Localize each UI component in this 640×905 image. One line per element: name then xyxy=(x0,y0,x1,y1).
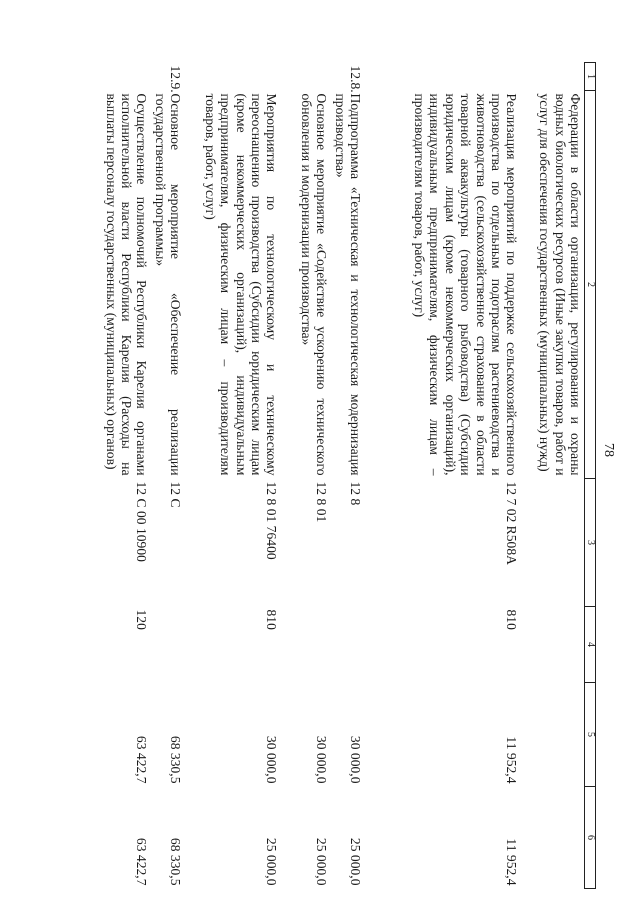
row-amount-2: 11 952,4 xyxy=(504,838,520,886)
table-row xyxy=(281,63,331,889)
row-code: 12 8 xyxy=(348,481,364,506)
row-amount-2: 25 000,0 xyxy=(348,837,364,886)
page-number: 78 xyxy=(601,443,616,457)
column-number-5: 5 xyxy=(585,683,596,787)
row-amount-2: 25 000,0 xyxy=(264,837,280,886)
row-kind: 120 xyxy=(134,609,150,630)
column-number-3: 3 xyxy=(585,479,596,607)
row-code: 12 8 01 76400 xyxy=(264,481,280,560)
row-amount-1: 30 000,0 xyxy=(314,735,330,784)
row-name: Федерации в области организации, регулирования и охраны водных биологических ресурсов (Иные закупки товаров, работ и услуг для обеспечения государственных (муниципальных) нужд) xyxy=(537,93,583,476)
row-kind: 810 xyxy=(264,609,280,630)
row-amount-1: 63 422,7 xyxy=(134,735,150,784)
row-code: 12 8 01 xyxy=(314,481,330,523)
column-number-6: 6 xyxy=(585,787,596,889)
row-number: 12.9. xyxy=(168,65,184,93)
table-row xyxy=(185,63,281,889)
table-row xyxy=(521,63,585,889)
row-amount-2: 63 422,7 xyxy=(134,837,150,886)
table-row xyxy=(365,63,521,889)
table-row xyxy=(151,63,185,889)
row-kind xyxy=(331,607,365,683)
row-code: 12 С 00 10900 xyxy=(134,481,150,562)
row-amount-2 xyxy=(521,787,585,889)
table-row xyxy=(331,63,365,889)
row-name: Подпрограмма «Техническая и технологическая модернизация производства» xyxy=(333,93,364,476)
column-number-2: 2 xyxy=(585,91,596,479)
row-name: Реализация мероприятий по поддержке сельскохозяйственного производства по отдельным подотраслям растениеводства и животноводства (сельскохозяйственное страхование в области товарной аквакультуры (товарного рыбоводства) (Субсидии юридическим лицам (кроме некоммерческих организаций), индивидуальным предпринимателям, физическим лицам – производителям товаров, работ, услуг) xyxy=(412,93,520,476)
column-number-1: 1 xyxy=(585,63,596,91)
row-amount-1: 30 000,0 xyxy=(348,735,364,784)
table-row xyxy=(87,63,151,889)
row-kind: 810 xyxy=(504,609,520,630)
row-number xyxy=(87,63,151,91)
row-name: Осуществление полномочий Республики Карелия органами исполнительной власти Республики Карелия (Расходы на выплаты персоналу государственных (муниципальных) органов) xyxy=(103,93,150,476)
row-name: Основное мероприятие «Обеспечение реализации государственной программы» xyxy=(153,93,184,476)
row-amount-2: 25 000,0 xyxy=(314,837,330,886)
row-amount-1: 30 000,0 xyxy=(264,735,280,784)
row-name: Мероприятия по технологическому и техническому переоснащению производства (Субсидии юридическим лицам (кроме некоммерческих организаций), индивидуальным предпринимателям, физическим лицам – производителям товаров, работ, услуг) xyxy=(202,93,280,476)
column-number-row xyxy=(585,63,596,889)
row-name: Основное мероприятие «Содействие ускорению технического обновления и модернизации производства» xyxy=(299,93,330,476)
row-number: 12.8. xyxy=(348,65,364,93)
row-number xyxy=(365,63,521,91)
column-number-4: 4 xyxy=(585,607,596,683)
row-number xyxy=(521,63,585,91)
row-amount-2: 68 330,5 xyxy=(168,837,184,886)
row-amount-1: 68 330,5 xyxy=(168,735,184,784)
row-code: 12 С xyxy=(168,481,184,508)
row-number xyxy=(185,63,281,91)
row-kind xyxy=(281,607,331,683)
row-code: 12 7 02 R508A xyxy=(504,481,520,565)
row-amount-1 xyxy=(521,683,585,787)
row-number xyxy=(281,63,331,91)
row-kind xyxy=(521,607,585,683)
budget-table xyxy=(87,62,597,889)
row-kind xyxy=(151,607,185,683)
row-amount-1: 11 952,4 xyxy=(504,736,520,784)
row-code xyxy=(521,479,585,607)
